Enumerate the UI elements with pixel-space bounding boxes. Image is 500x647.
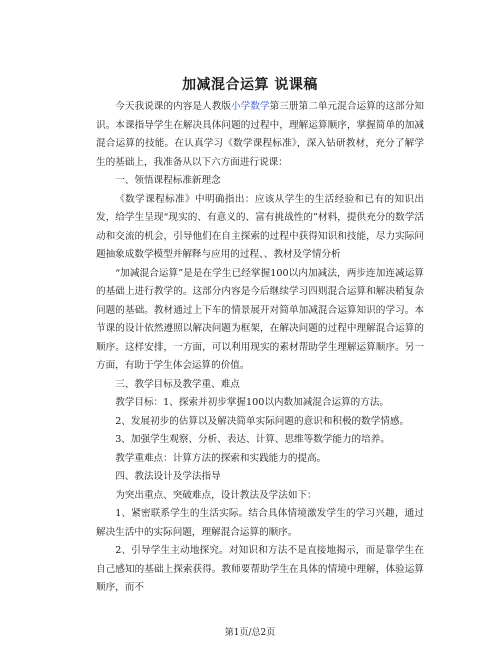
paragraph-intro [96, 98, 424, 172]
method-1: 1、紧密联系学生的生活实际。结合具体情境激发学生的学习兴趣，通过解决生活中的实际问题，理解混合运算的顺序。 [96, 508, 424, 538]
paragraph-analysis: “加减混合运算”是是在学生已经掌握100以内加减法，两步连加连减运算的基础上进行教学的。这部分内容是今后继续学习四则混合运算和解决稍复杂问题的基础。教材通过上下车的情景展开对简单加减混合运算知识的学习。本节课的设计依然遵照以解决问题为框架，在解决问题的过程中理解混合运算的顺序。这样安排，一方面，可以利用现实的素材帮助学生理解运算顺序。另一方面，有助于学生体会运算的价值。 [96, 267, 424, 371]
key-difficulty: 教学重难点：计算方法的探索和实践能力的提高。 [115, 452, 327, 464]
highlight-link[interactable]: 小学数学 [231, 101, 270, 112]
document-title: 加减混合运算 说课稿 [182, 77, 318, 93]
objective-1: 教学目标：1、探索并初步掌握100以内数加减混合运算的方法。 [115, 397, 390, 408]
page-number-footer: 第1页/总2页 [224, 628, 276, 638]
method-intro: 为突出重点、突破难点，设计教法及学法如下： [115, 489, 317, 501]
objective-3: 3、加强学生观察、分析、表达、计算、思维等数学能力的培养。 [115, 434, 390, 445]
paragraph-standard: 《数学课程标准》中明确指出：应该从学生的生活经验和已有的知识出发，给学生呈现“现实的、有意义的、富有挑战性的”材料，提供充分的数学活动和交流的机会，引导他们在自主探索的过程中获得知识和技能，尽力实际问题抽象成数学模型并解释与应用的过程、、教材及学情分析 [96, 193, 424, 260]
paragraph-text: 第三册第二单元混合运算的这部分知识。本课指导学生在解决具体问题的过程中，理解运算顺序，掌握简单的加减混合运算的技能。在认真学习《数学课程标准》，深入钻研教材，充分了解学生的基础上，我准备从以下六方面进行说课： [96, 101, 425, 168]
section-heading-4: 四、教法设计及学法指导 [115, 471, 221, 482]
document-body [96, 98, 424, 598]
section-heading-1: 一、领悟课程标准新理念 [115, 175, 221, 186]
objective-2: 2、发展初步的估算以及解决简单实际问题的意识和积极的数学情感。 [115, 415, 410, 427]
section-heading-3: 三、教学目标及教学重、难点 [115, 378, 240, 390]
method-2: 2、引导学生主动地探究。对知识和方法不是直接地揭示，而是靠学生在自己感知的基础上探索获得。教师要帮助学生在具体的情境中理解，体验运算顺序，而不 [96, 545, 424, 593]
paragraph-text: 今天我说课的内容是人教版 [115, 101, 232, 112]
